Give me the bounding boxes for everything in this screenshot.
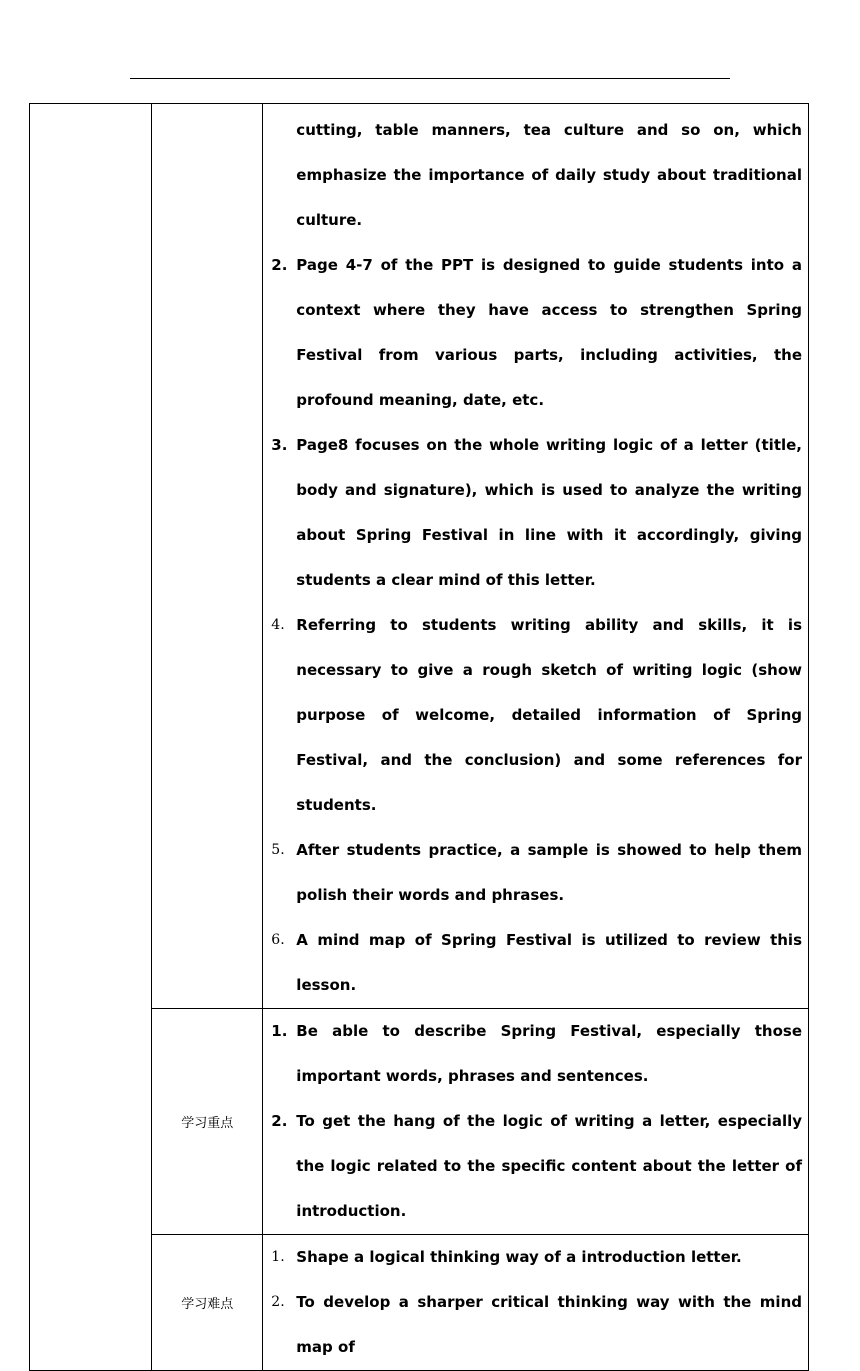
- key-points-list: [263, 1009, 808, 1234]
- lesson-plan-table: [29, 103, 809, 1371]
- table-row: [30, 104, 809, 1009]
- list-item: 2. To get the hang of the logic of writing a letter, especially the logic related to the specific content about the letter of introduction.: [271, 1112, 802, 1220]
- key-points-label: 学习重点: [152, 1009, 263, 1235]
- continuation-text: cutting, table manners, tea culture and so on, which emphasize the importance of daily study about traditional culture.: [296, 121, 802, 229]
- list-item: 5. After students practice, a sample is showed to help them polish their words and phrases.: [271, 841, 802, 904]
- outer-category-cell: [30, 104, 152, 1371]
- design-content-cell: [263, 104, 809, 1009]
- list-item: 2. To develop a sharper critical thinking way with the mind map of: [271, 1293, 802, 1356]
- key-points-content-cell: [263, 1009, 809, 1235]
- difficulties-list: [263, 1235, 808, 1370]
- list-item: 1. Be able to describe Spring Festival, especially those important words, phrases and sentences.: [271, 1022, 802, 1085]
- difficulties-content-cell: [263, 1235, 809, 1371]
- empty-label-cell: [152, 104, 263, 1009]
- design-list: [263, 104, 808, 1008]
- header-rule: [130, 78, 730, 79]
- list-item: 3. Page8 focuses on the whole writing logic of a letter (title, body and signature), which is used to analyze the writing about Spring Festival in line with it accordingly, giving students a clear mind of this letter.: [271, 436, 802, 589]
- list-item: 2. Page 4-7 of the PPT is designed to guide students into a context where they have access to strengthen Spring Festival from various parts, including activities, the profound meaning, date, etc.: [271, 256, 802, 409]
- list-item: 6. A mind map of Spring Festival is utilized to review this lesson.: [271, 931, 802, 994]
- list-item: [271, 108, 802, 243]
- difficulties-label: 学习难点: [152, 1235, 263, 1371]
- list-item: 4. Referring to students writing ability and skills, it is necessary to give a rough sketch of writing logic (show purpose of welcome, detailed information of Spring Festival, and the conclusion) and some references for students.: [271, 616, 802, 814]
- list-item: 1. Shape a logical thinking way of a introduction letter.: [271, 1248, 742, 1266]
